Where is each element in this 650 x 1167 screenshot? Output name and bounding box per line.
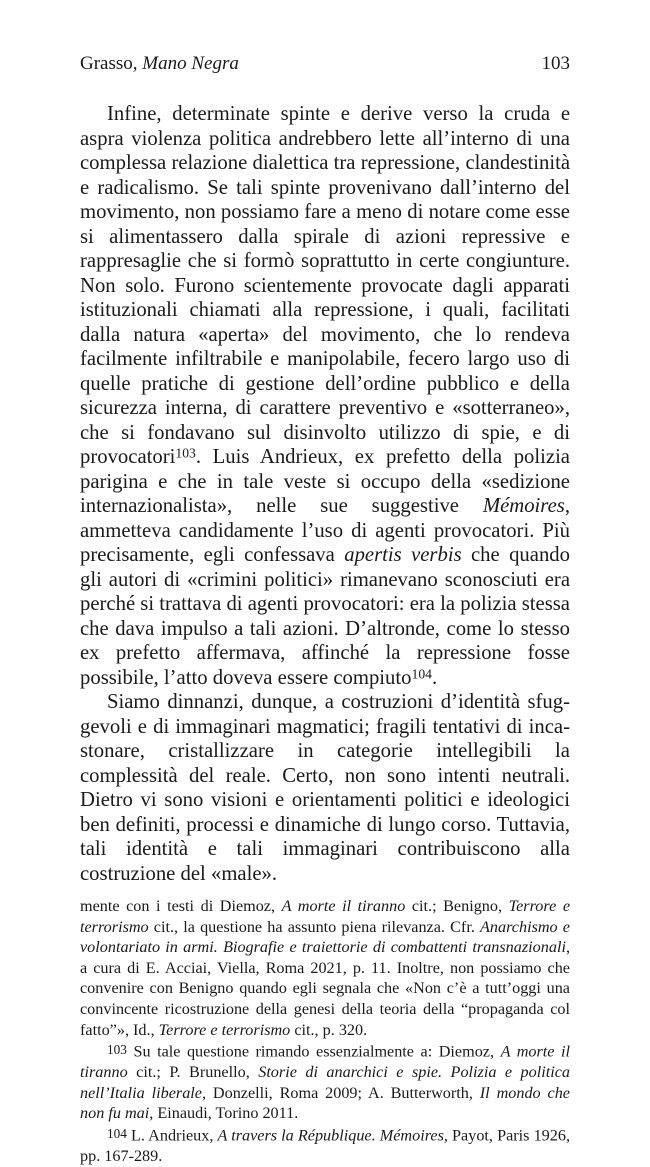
footnotes <box>80 896 570 1167</box>
fn103-text-1: Su tale questione rimando essenzialmente a: Diemoz, <box>126 1042 501 1061</box>
fnc-text-3: cit., la questione ha assunto piena rilevanza. Cfr. <box>148 917 481 936</box>
fn103-italic-3: Il mondo che non fu mai <box>80 1083 570 1123</box>
fn103-italic-2: Storie di anarchici e spie. Polizia e politica nell’Italia liberale, <box>80 1063 570 1102</box>
fn103-text-2: cit.; P. Brunello, <box>127 1063 259 1082</box>
footnote-103-number: 103 <box>107 1042 127 1058</box>
p1-text-1: Infine, determinate spinte e derive verso la cruda e aspra violenza politica andrebbero lette all’interno di una complessa relazione dialettica tra repressione, clandestinità e radicalismo. Se tali spinte provenivano dall’interno del movimento, non possiamo fare a meno di notare come esse si alimentassero dalla spirale di azioni repressive e rappresaglie che si formò soprattutto in certe congiunture. Non solo. Furono scientemente provocate dagli apparati istituzionali chiamati alla repressione, i quali, facilitati dalla natura «aperta» del movimento, che lo rendeva facilmente infiltrabile e manipolabile, fecero largo uso di quelle pratiche di gestione dell’ordine pubblico e della sicurezza interna, di carattere preventivo e «sotterraneo», che si fondavano sul disinvolto utilizzo di spie, e di provocatori <box>80 103 570 468</box>
fn104-text-2: , Payot, Paris 1926, pp. 167-289. <box>80 1126 570 1165</box>
footnote-ref-103: 103 <box>175 445 196 461</box>
footnote-104-number: 104 <box>107 1125 127 1141</box>
running-header <box>80 50 570 78</box>
fnc-text-5: cit., p. 320. <box>290 1020 368 1039</box>
fn103-text-3: Donzelli, Roma 2009; A. Butterworth, <box>206 1083 480 1102</box>
book-title: Mano Negra <box>142 53 239 74</box>
fn103-italic-1: A morte il tiranno <box>80 1042 570 1082</box>
fnc-text-2: cit.; Benigno, <box>405 897 509 915</box>
fnc-text-4: , a cura di E. Acciai, Viella, Roma 2021, p. 11. Inoltre, non possiamo che convenire con Benigno quando egli segnala che «Non c’è a tutt’oggi una convincente ricostruzione della genesi della teoria della “propaganda col fatto”», Id., <box>80 938 570 1039</box>
p1-text-5: . <box>431 666 438 689</box>
footnote-continuation <box>80 896 570 1040</box>
main-text <box>80 102 570 886</box>
running-head-author <box>80 50 239 78</box>
fnc-italic-2: Terrore e terrorismo <box>80 897 571 936</box>
body-paragraph-1 <box>80 102 570 690</box>
fnc-italic-1: A morte il tiranno <box>281 897 406 915</box>
p1-italic-memoires: Mémoires <box>482 495 565 517</box>
fn103-text-4: , Einaudi, Torino 2011. <box>149 1104 299 1123</box>
footnote-103 <box>80 1040 570 1124</box>
footnote-104 <box>80 1124 570 1167</box>
author-name: Grasso, <box>80 53 138 74</box>
footnote-ref-104: 104 <box>411 665 432 681</box>
p1-text-4: che quando gli autori di «crimini politici» rimanevano sconosciuti era perché si trattava di agenti provocatori: era la polizia stessa che dava impulso a tali azioni. D’altronde, come lo stesso ex prefetto affermava, affinché la repressione fosse possibile, l’atto doveva essere compiuto <box>80 544 570 689</box>
fn104-italic-1: A travers la République. Mémoires <box>217 1126 444 1145</box>
p1-italic-apertis-verbis: apertis verbis <box>344 544 462 566</box>
p1-text-3: , ammetteva candidamente l’uso di agenti provocatori. Più precisamente, egli confessava <box>80 495 570 566</box>
p1-text-2: . Luis Andrieux, ex prefetto della polizia parigina e che in tale veste si occupo della «sedizione internazionalista», nelle sue suggestive <box>80 446 570 517</box>
page-number: 103 <box>541 53 570 74</box>
fnc-italic-4: Terrore e terrorismo <box>158 1020 291 1039</box>
fnc-italic-3: Anarchismo e volontariato in armi. Biografie e traiettorie di combattenti transnazionali <box>80 917 570 957</box>
body-paragraph-2: Siamo dinnanzi, dunque, a costruzioni d’identità sfuggevoli e di immaginari magmatici; fragili tentativi di incastonare, cristallizzare in categorie intellegibili la complessità del reale. Certo, non sono intenti neutrali. Dietro vi sono visioni e orientamenti politici e ideologici ben definiti, processi e dinamiche di lungo corso. Tuttavia, tali identità e tali immaginari contribuiscono alla costruzione del «male». <box>80 691 570 885</box>
fnc-text-1: mente con i testi di Diemoz, <box>80 897 282 915</box>
fn104-text-1: L. Andrieux, <box>126 1126 218 1145</box>
